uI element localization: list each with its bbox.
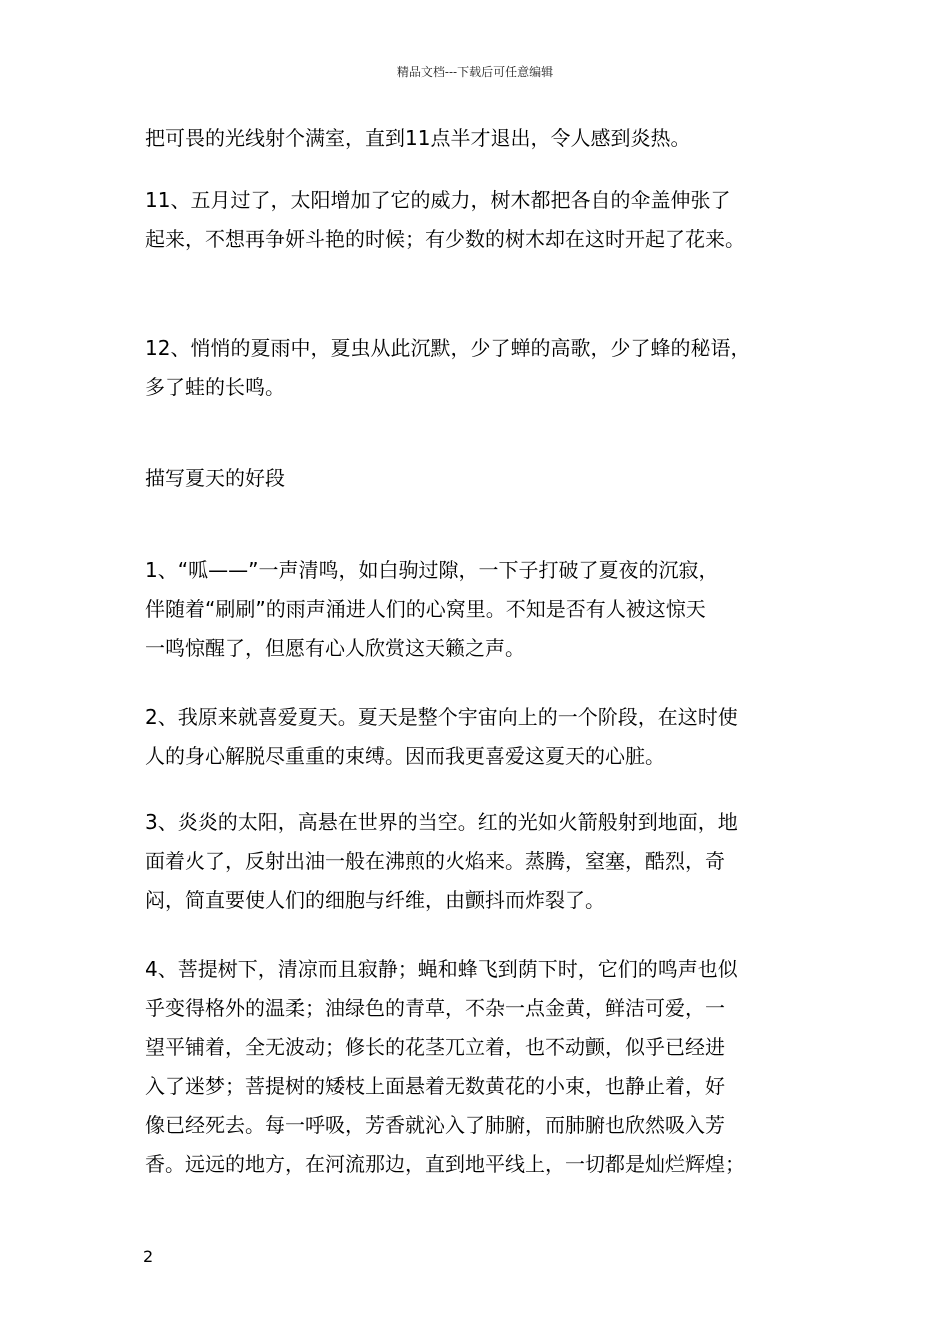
text-line: 望平铺着，全无波动；修长的花茎兀立着，也不动颤，似乎已经进 — [145, 1035, 725, 1059]
text-line: 人的身心解脱尽重重的束缚。因而我更喜爱这夏天的心脏。 — [145, 744, 665, 768]
text-line: 乎变得格外的温柔；油绿色的青草，不杂一点金黄，鲜洁可爱，一 — [145, 996, 725, 1020]
text-line: 3、炎炎的太阳，高悬在世界的当空。红的光如火箭般射到地面，地 — [145, 810, 738, 834]
text-line: 2、我原来就喜爱夏天。夏天是整个宇宙向上的一个阶段，在这时使 — [145, 705, 738, 729]
heading-text: 描写夏天的好段 — [145, 466, 285, 490]
text-line: 12、悄悄的夏雨中，夏虫从此沉默，少了蝉的高歌，少了蜂的秘语， — [145, 336, 751, 360]
paragraph-1 — [145, 119, 835, 158]
paragraph-item-12 — [145, 329, 835, 407]
text-line: 伴随着“刷刷”的雨声涌进人们的心窝里。不知是否有人被这惊天 — [145, 597, 706, 621]
text-line: 入了迷梦；菩提树的矮枝上面悬着无数黄花的小束，也静止着，好 — [145, 1074, 725, 1098]
text-line: 11、五月过了，太阳增加了它的威力，树木都把各自的伞盖伸张了 — [145, 188, 731, 212]
text-line: 像已经死去。每一呼吸，芳香就沁入了肺腑，而肺腑也欣然吸入芳 — [145, 1113, 725, 1137]
section-heading — [145, 459, 835, 498]
paragraph-item-1 — [145, 551, 835, 668]
text-line: 1、“呱——”一声清鸣，如白驹过隙，一下子打破了夏夜的沉寂， — [145, 558, 719, 582]
text-line: 闷，简直要使人们的细胞与纤维，由颤抖而炸裂了。 — [145, 888, 605, 912]
text-line: 起来，不想再争妍斗艳的时候；有少数的树木却在这时开起了花来。 — [145, 227, 745, 251]
text-line: 多了蛙的长鸣。 — [145, 375, 285, 399]
text-line: 一鸣惊醒了，但愿有心人欣赏这天籁之声。 — [145, 636, 525, 660]
text-line: 香。远远的地方，在河流那边，直到地平线上，一切都是灿烂辉煌； — [145, 1152, 745, 1176]
text-line: 4、菩提树下，清凉而且寂静；蝇和蜂飞到荫下时，它们的鸣声也似 — [145, 957, 738, 981]
page-header: 精品文档---下载后可任意编辑 — [396, 65, 554, 79]
paragraph-item-2 — [145, 698, 835, 776]
paragraph-item-4 — [145, 950, 835, 1184]
text-line: 把可畏的光线射个满室，直到11点半才退出，令人感到炎热。 — [145, 126, 691, 150]
paragraph-item-3 — [145, 803, 835, 920]
page-number: 2 — [143, 1247, 154, 1266]
text-line: 面着火了，反射出油一般在沸煎的火焰来。蒸腾，窒塞，酷烈，奇 — [145, 849, 725, 873]
paragraph-item-11 — [145, 181, 835, 259]
